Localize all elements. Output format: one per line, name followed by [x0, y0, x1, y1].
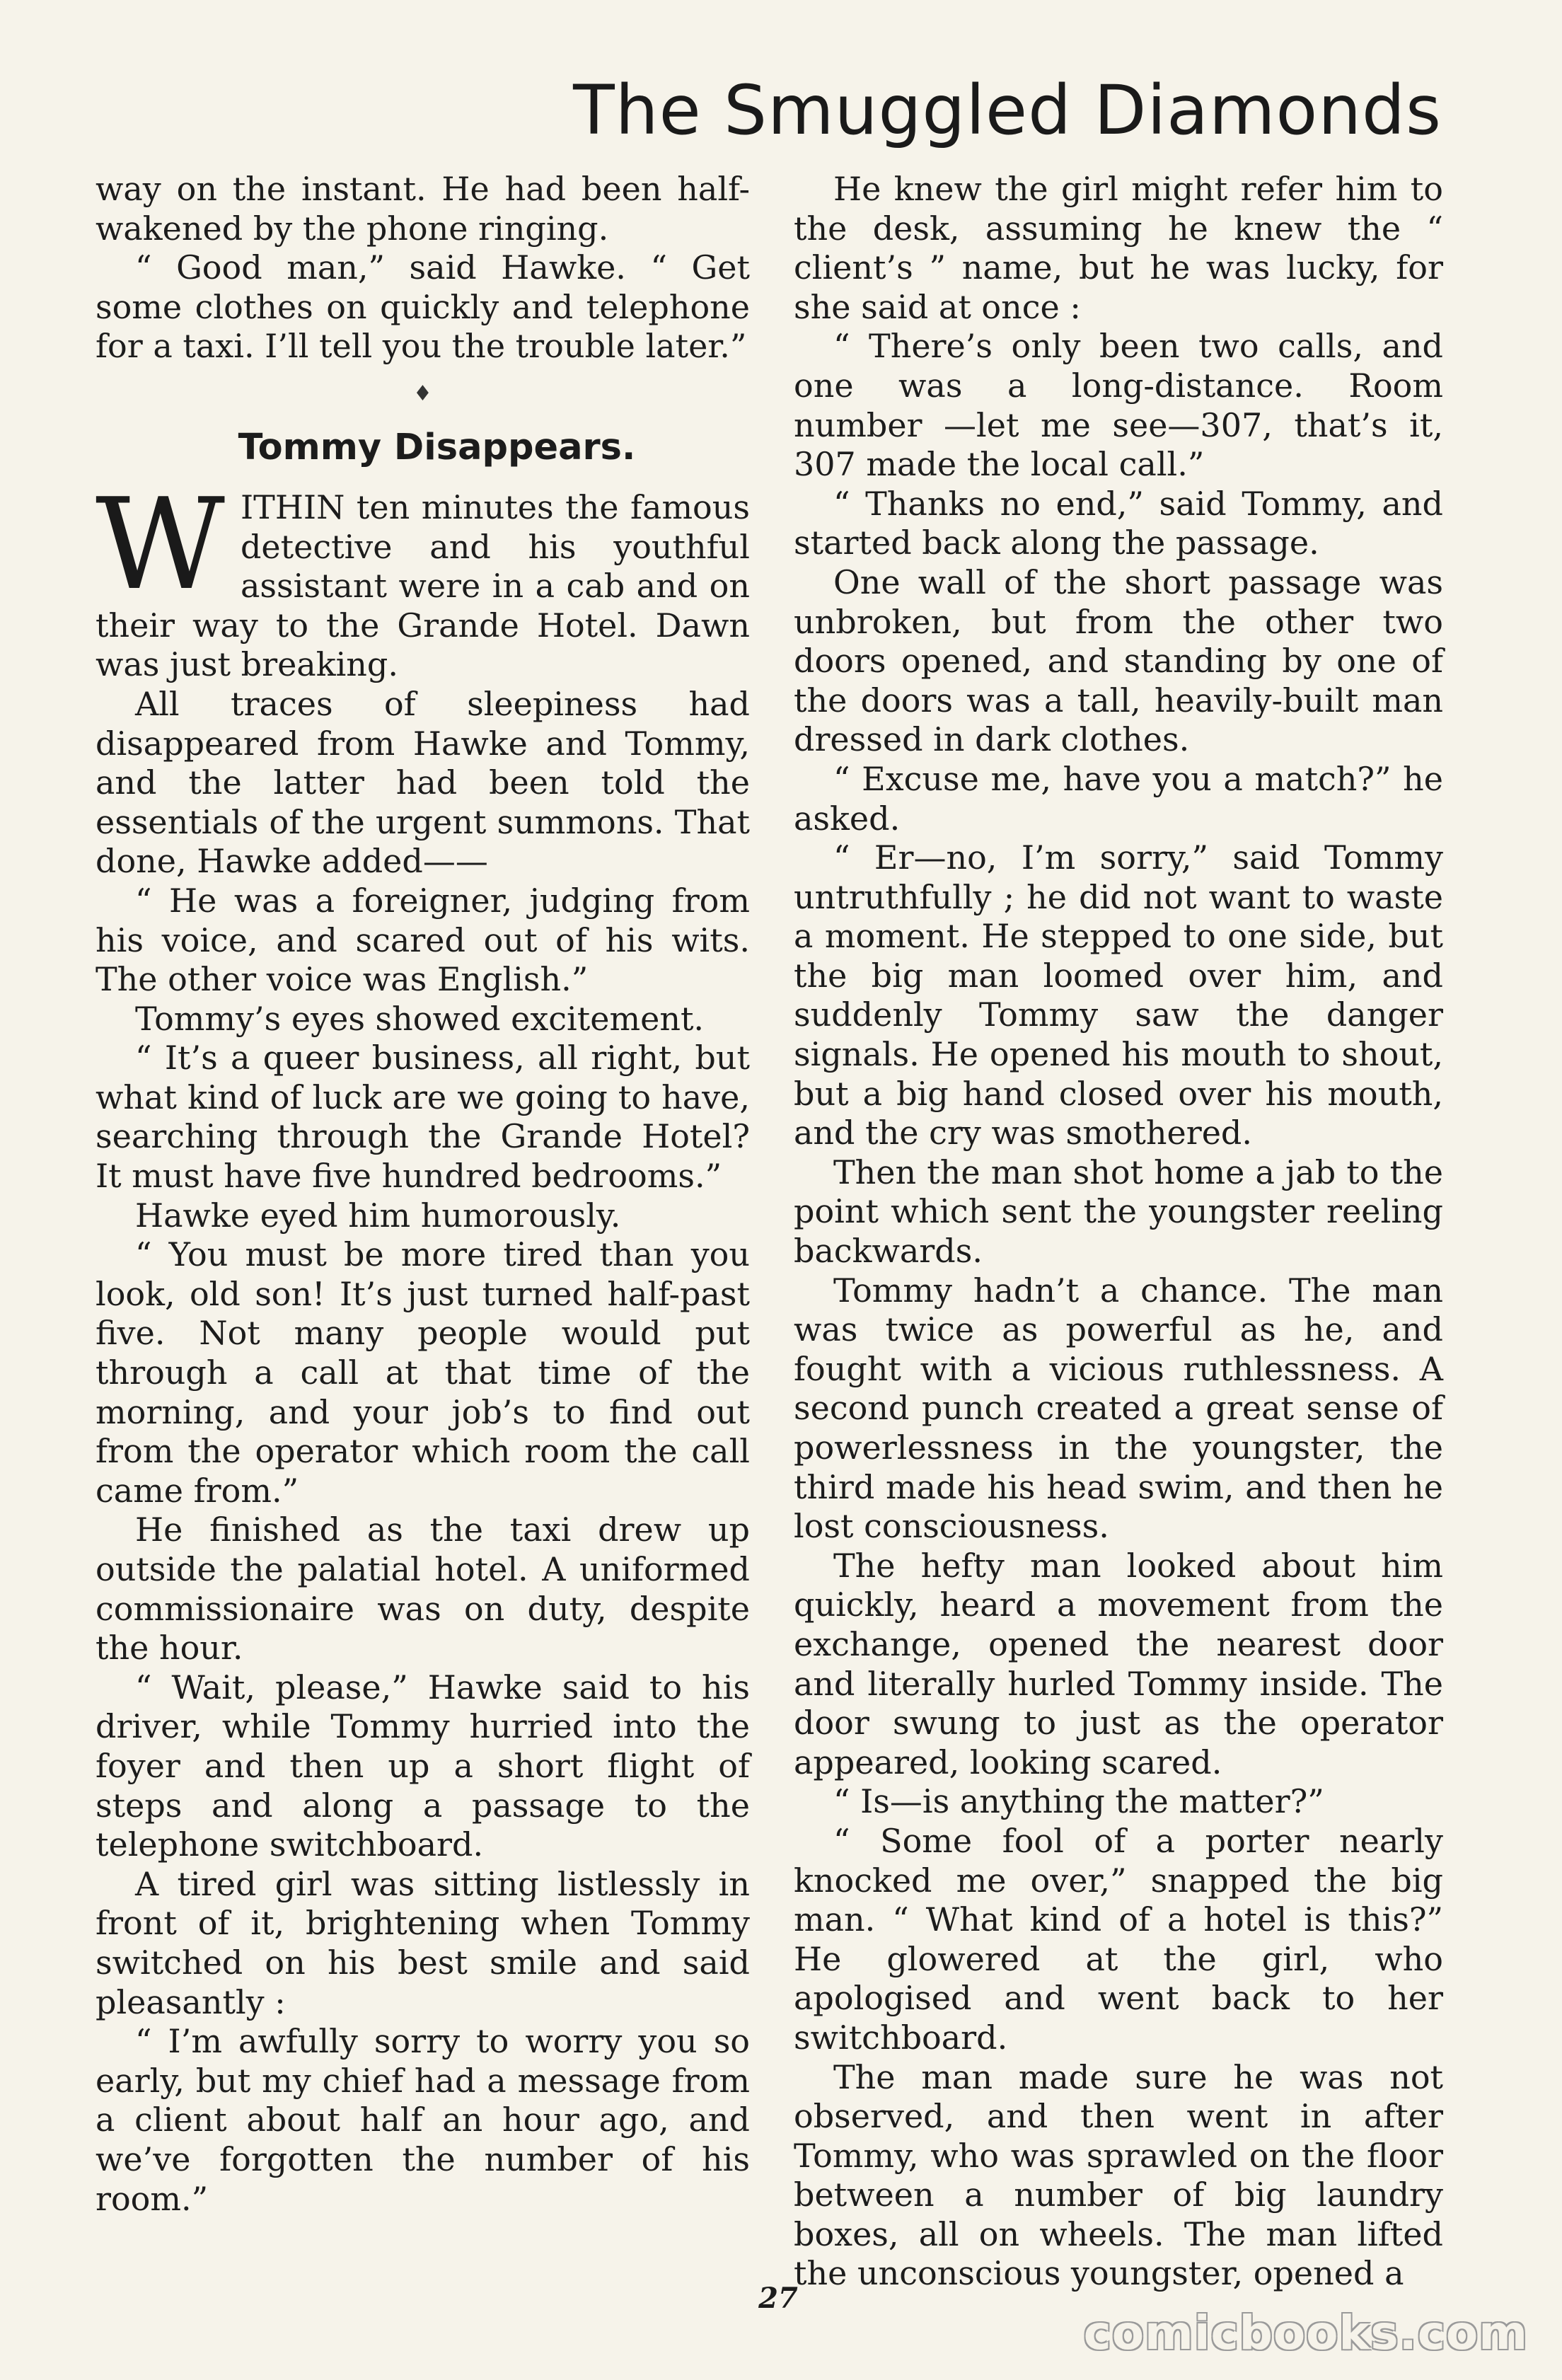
watermark: comicbooks.com — [1083, 2306, 1528, 2360]
paragraph: “ Thanks no end,” said Tommy, and started back along the passage. — [794, 484, 1443, 562]
paragraph: “ I’m awfully sorry to worry you so early, but my chief had a message from a client about half an hour ago, and we’ve forgotten the number of his room.” — [96, 2022, 750, 2218]
paragraph: Then the man shot home a jab to the point which sent the youngster reeling backwards. — [794, 1153, 1443, 1271]
paragraph: The hefty man looked about him quickly, heard a movement from the exchange, opened the nearest door and literally hurled Tommy inside. The door swung to just as the operator appeared, looking scared. — [794, 1546, 1443, 1781]
paragraph: Tommy hadn’t a chance. The man was twice as powerful as he, and fought with a vicious ruthlessness. A second punch created a great sense of powerlessness in the youngster, the third made his head swim, and then he lost consciousness. — [794, 1271, 1443, 1546]
section-ornament: ♦ — [413, 381, 432, 406]
paragraph: way on the instant. He had been half-wakened by the phone ringing. — [96, 170, 750, 248]
paragraph: “ Good man,” said Hawke. “ Get some clothes on quickly and telephone for a taxi. I’ll tell you the trouble later.” — [96, 248, 750, 366]
paragraph: One wall of the short passage was unbroken, but from the other two doors opened, and standing by one of the doors was a tall, heavily-built man dressed in dark clothes. — [794, 562, 1443, 759]
paragraph: Tommy’s eyes showed excitement. — [135, 999, 705, 1038]
paragraph: “ Er—no, I’m sorry,” said Tommy untruthfully ; he did not want to waste a moment. He stepped to one side, but the big man loomed over him, and suddenly Tommy saw the danger signals. He opened his mouth to shout, but a big hand closed over his mouth, and the cry was smothered. — [794, 838, 1443, 1153]
paragraph: “ There’s only been two calls, and one was a long-distance. Room number —let me see—307, that’s it, 307 made the local call.” — [794, 327, 1443, 484]
paragraph: “ Is—is anything the matter?” — [833, 1782, 1324, 1821]
right-column — [794, 170, 1443, 2294]
paragraph: “ Wait, please,” Hawke said to his driver, while Tommy hurried into the foyer and then up a short flight of steps and along a passage to the telephone switchboard. — [96, 1668, 750, 1864]
paragraph: “ He was a foreigner, judging from his voice, and scared out of his wits. The other voice was English.” — [96, 881, 750, 999]
paragraph: The man made sure he was not observed, and then went in after Tommy, who was sprawled on the floor between a number of big laundry boxes, all on wheels. The man lifted the unconscious youngster, opened a — [794, 2057, 1443, 2293]
section-heading: Tommy Disappears. — [238, 426, 636, 468]
paragraph: A tired girl was sitting listlessly in front of it, brightening when Tommy switched on his best smile and said pleasantly : — [96, 1864, 750, 2021]
first-paragraph — [96, 470, 750, 685]
paragraph: He finished as the taxi drew up outside the palatial hotel. A uniformed commissionaire was on duty, despite the hour. — [96, 1510, 750, 1668]
page-title: The Smuggled Diamonds — [573, 71, 1442, 150]
first-paragraph-text: ITHIN ten minutes the famous detective and his youthful assistant were in a cab and on their way to the Grande Hotel. Dawn was just breaking. — [96, 487, 750, 684]
paragraph: Hawke eyed him humorously. — [135, 1196, 621, 1235]
left-column — [96, 170, 750, 2219]
paragraph: All traces of sleepiness had disappeared from Hawke and Tommy, and the latter had been told the essentials of the urgent summons. That done, Hawke added—— — [96, 684, 750, 881]
paragraph: “ It’s a queer business, all right, but what kind of luck are we going to have, searching through the Grande Hotel? It must have five hundred bedrooms.” — [96, 1039, 750, 1196]
paragraph: “ You must be more tired than you look, old son! It’s just turned half-past five. Not many people would put through a call at that time of the morning, and your job’s to find out from the operator which room the call came from.” — [96, 1235, 750, 1510]
drop-cap: W — [96, 470, 225, 618]
paragraph: “ Some fool of a porter nearly knocked me over,” snapped the big man. “ What kind of a hotel is this?” He glowered at the girl, who apologised and went back to her switchboard. — [794, 1821, 1443, 2057]
page-number: 27 — [758, 2282, 798, 2315]
paragraph: “ Excuse me, have you a match?” he asked. — [794, 759, 1443, 838]
paragraph: He knew the girl might refer him to the desk, assuming he knew the “ client’s ” name, but he was lucky, for she said at once : — [794, 170, 1443, 326]
